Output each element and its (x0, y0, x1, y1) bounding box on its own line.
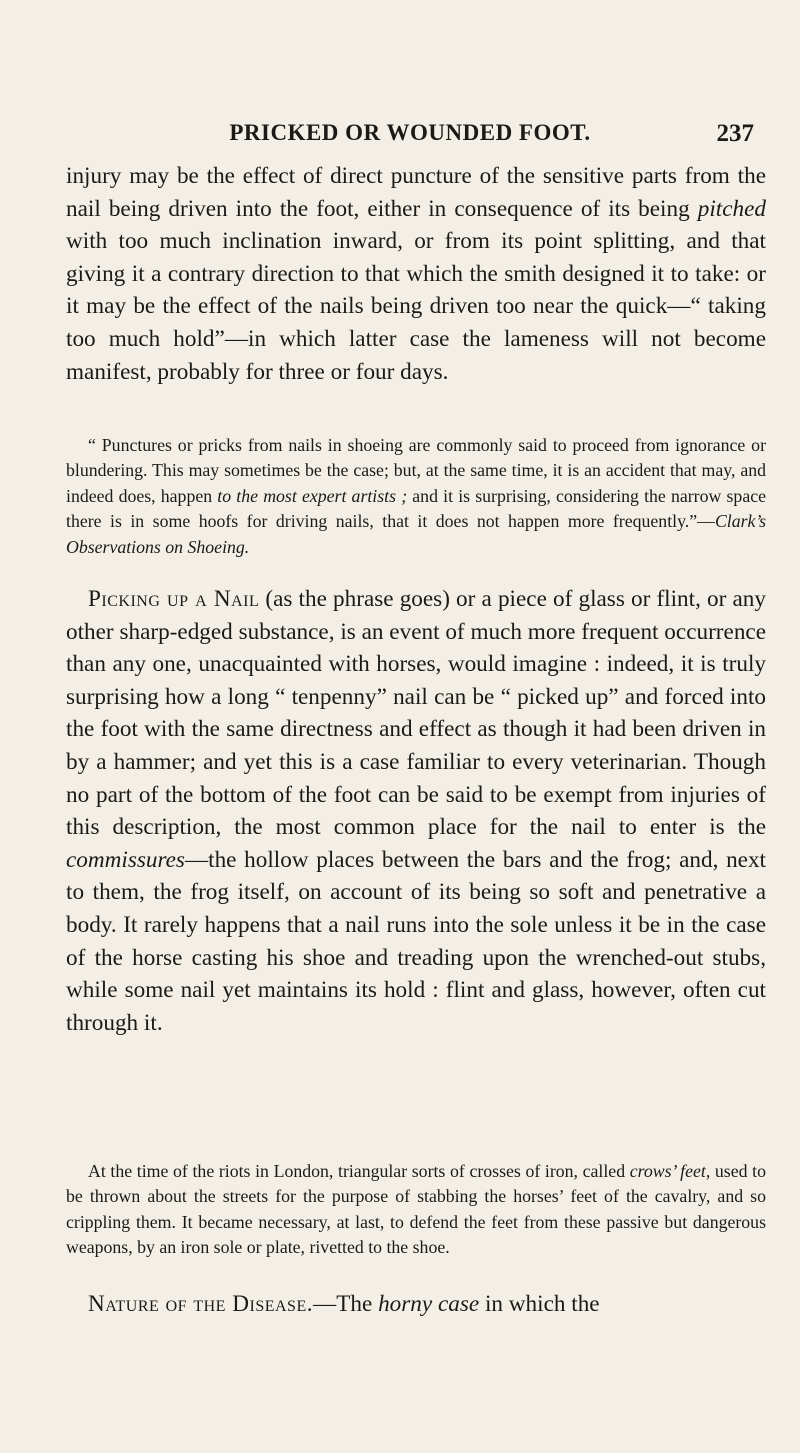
paragraph-3-lead: Nature of the Disease. (88, 1291, 314, 1317)
paragraph-3 (66, 1288, 766, 1321)
paragraph-3-text-b: in which the (479, 1291, 600, 1317)
page-number: 237 (716, 120, 754, 147)
paragraph-2-text-b: —the hollow places between the bars and the frog; and, next to them, the frog itself, on account of its being so soft and penetrative a body. It rarely happens that a nail runs into the sole unless it be in the case of the horse casting his shoe and treading upon the wrenched-out stubs, while some nail yet maintains its hold : flint and glass, however, often cut through it. (66, 846, 766, 1036)
paragraph-3-italic: horny case (378, 1291, 480, 1317)
page-header (66, 112, 754, 152)
paragraph-2-italic: commissures (66, 846, 185, 873)
block-quote-1 (66, 433, 766, 560)
quote-1-text-b: and it is surprising, considering the narrow space there is in some hoofs for driving nails, that it does not happen more frequently.”— (66, 485, 766, 532)
block-quote-2 (66, 1159, 766, 1261)
paragraph-1-italic: pitched (697, 195, 766, 222)
paragraph-3-text-a: —The (313, 1291, 379, 1317)
quote-1-citation: Clark’s Observations on Shoeing. (66, 511, 766, 557)
paragraph-2 (66, 583, 766, 1039)
running-title: PRICKED OR WOUNDED FOOT. (229, 120, 591, 145)
paragraph-1-text-b: with too much inclination inward, or from its point splitting, and that giving it a contrary direction to that which the smith designed it to take: or it may be the effect of the nails being driven too near the quick—“ taking too much hold”—in which latter case the lameness will not become manifest, probably for three or four days. (66, 228, 766, 385)
paragraph-1 (66, 160, 766, 388)
paragraph-1-text-a: injury may be the effect of direct puncture of the sensitive parts from the nail being driven into the foot, either in consequence of its being (66, 163, 766, 222)
quote-1-italic: to the most expert artists ; (217, 485, 408, 506)
paragraph-2-lead: Picking up a Nail (88, 586, 260, 612)
quote-1-text-a: “ Punctures or pricks from nails in shoeing are commonly said to proceed from ignorance or blundering. This may sometimes be the case; but, at the same time, it is an accident that may, and indeed does, happen (66, 435, 766, 506)
quote-2-italic: crows’ feet, (629, 1161, 711, 1181)
quote-2-text-b: used to be thrown about the streets for the purpose of stabbing the horses’ feet of the cavalry, and so crippling them. It became necessary, at last, to defend the feet from these passive but dangerous weapons, by an iron sole or plate, rivetted to the shoe. (66, 1161, 766, 1258)
paragraph-2-text-a: (as the phrase goes) or a piece of glass or flint, or any other sharp-edged substance, is an event of much more frequent occurrence than any one, unacquainted with horses, would imagine : indeed, it is truly surprising how a long “ tenpenny” nail can be “ picked up” and forced into the foot with the same directness and effect as though it had been driven in by a hammer; and yet this is a case familiar to every veterinarian. Though no part of the bottom of the foot can be said to be exempt from injuries of this description, the most common place for the nail to enter is the (66, 586, 766, 841)
quote-2-text-a: At the time of the riots in London, triangular sorts of crosses of iron, called (88, 1161, 630, 1181)
